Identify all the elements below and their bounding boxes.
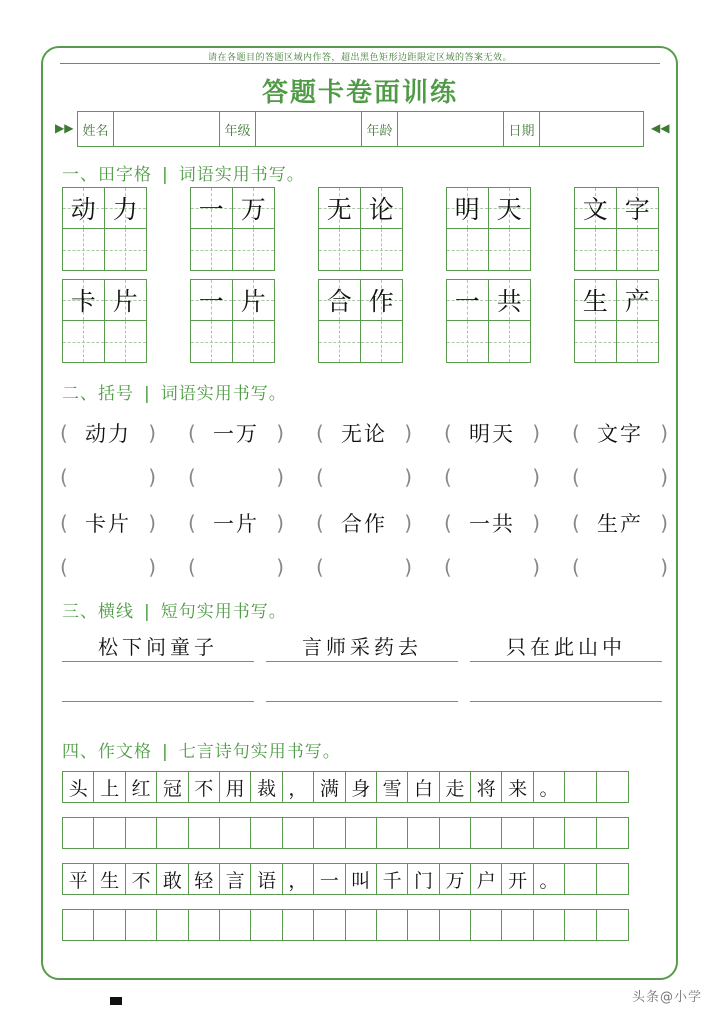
composition-cell[interactable] [251,818,282,848]
composition-cell [597,772,628,802]
tianzige-practice-cell[interactable] [105,321,147,362]
composition-model-row [62,863,629,895]
bracket-blank-2[interactable] [316,464,412,490]
composition-cell[interactable] [471,818,502,848]
tianzige-char: 作 [368,287,394,316]
close-paren: ) [660,421,668,445]
open-paren: ( [444,555,452,579]
line-model-1 [266,632,458,662]
close-paren: ) [276,421,284,445]
bracket-word-text: 合作 [341,512,387,536]
bracket-word-text: 明天 [469,422,515,446]
tianzige-practice-cell[interactable] [617,229,659,270]
composition-cell: 叫 [346,864,377,894]
tianzige-model-cell [575,188,617,229]
composition-cell[interactable] [314,910,345,940]
name-field[interactable] [78,112,220,146]
tianzige-model-cell [361,188,403,229]
tianzige-model-cell [233,188,275,229]
tianzige-word-7 [318,279,403,363]
tianzige-char: 字 [624,195,650,224]
section3-divider: | [144,602,151,622]
close-paren: ) [148,555,156,579]
composition-cell[interactable] [440,910,471,940]
tianzige-practice-cell[interactable] [319,321,361,362]
composition-cell: 来 [502,772,533,802]
tianzige-char: 无 [326,195,352,224]
right-arrow-icon: ◀◀ [651,121,670,135]
bracket-blank-9[interactable] [572,554,668,580]
bracket-word-text: 动力 [85,422,131,446]
composition-cell[interactable] [157,910,188,940]
tianzige-word-9 [574,279,659,363]
bracket-word-5 [60,510,156,536]
open-paren: ( [444,421,452,445]
composition-cell: 一 [314,864,345,894]
open-paren: ( [60,555,68,579]
bracket-blank-1[interactable] [188,464,284,490]
grade-blank[interactable] [256,112,361,146]
composition-cell[interactable] [408,818,439,848]
composition-cell[interactable] [346,818,377,848]
date-field[interactable] [504,112,640,146]
composition-cell: 雪 [377,772,408,802]
composition-cell[interactable] [534,910,565,940]
tianzige-practice-cell[interactable] [233,229,275,270]
composition-cell[interactable] [377,910,408,940]
bracket-word-text: 一共 [469,512,515,536]
notice-text: 请在各题目的答题区域内作答，超出黑色矩形边距限定区域的答案无效。 [207,53,512,63]
tianzige-practice-cell[interactable] [319,229,361,270]
tianzige-word-5 [62,279,147,363]
tianzige-practice-cell[interactable] [361,321,403,362]
bracket-blank-3[interactable] [444,464,540,490]
tianzige-model-cell [63,280,105,321]
tianzige-model-cell [105,188,147,229]
tianzige-practice-cell[interactable] [617,321,659,362]
open-paren: ( [316,555,324,579]
tianzige-model-cell [617,188,659,229]
tianzige-model-cell [447,280,489,321]
line-model-text: 只在此山中 [506,635,626,659]
bracket-word-3 [444,420,540,446]
tianzige-model-cell [233,280,275,321]
left-arrow-icon: ▶▶ [55,121,74,135]
composition-cell[interactable] [502,818,533,848]
composition-cell[interactable] [220,910,251,940]
tianzige-model-cell [617,280,659,321]
close-paren: ) [276,511,284,535]
composition-cell: 走 [440,772,471,802]
age-label: 年龄 [362,112,398,146]
bracket-word-2 [316,420,412,446]
section2-number: 二、括号 [62,384,134,404]
tianzige-model-cell [361,280,403,321]
tianzige-char: 一 [198,287,224,316]
close-paren: ) [532,511,540,535]
composition-cell: 头 [63,772,94,802]
tianzige-word-6 [190,279,275,363]
tianzige-word-2 [318,187,403,271]
tianzige-practice-cell[interactable] [447,321,489,362]
line-practice-2[interactable] [470,672,662,702]
bracket-word-4 [572,420,668,446]
composition-cell[interactable] [157,818,188,848]
tianzige-practice-cell[interactable] [489,321,531,362]
close-paren: ) [276,555,284,579]
composition-cell[interactable] [251,910,282,940]
close-paren: ) [532,555,540,579]
tianzige-practice-cell[interactable] [447,229,489,270]
tianzige-char: 一 [198,195,224,224]
tianzige-practice-cell[interactable] [575,229,617,270]
name-blank[interactable] [114,112,219,146]
line-model-text: 松下问童子 [98,635,218,659]
tianzige-char: 卡 [70,287,96,316]
composition-practice-row[interactable] [62,817,629,849]
line-model-text: 言师采药去 [302,635,422,659]
bracket-blank-8[interactable] [444,554,540,580]
close-paren: ) [660,465,668,489]
line-practice-0[interactable] [62,672,254,702]
grade-field[interactable] [220,112,362,146]
composition-cell[interactable] [597,910,628,940]
grade-label: 年级 [220,112,256,146]
bracket-word-text: 一万 [213,422,259,446]
bracket-word-7 [316,510,412,536]
tianzige-practice-cell[interactable] [63,229,105,270]
composition-cell: 用 [220,772,251,802]
composition-cell[interactable] [565,910,596,940]
date-label: 日期 [504,112,540,146]
section2-heading [62,379,287,404]
open-paren: ( [60,421,68,445]
tianzige-word-0 [62,187,147,271]
bracket-word-text: 生产 [597,512,643,536]
line-model-0 [62,632,254,662]
composition-cell: 轻 [189,864,220,894]
section1-subtitle: 词语实用书写。 [178,165,305,185]
section4-subtitle: 七言诗句实用书写。 [178,742,341,762]
composition-cell: 将 [471,772,502,802]
composition-cell: 白 [408,772,439,802]
close-paren: ) [276,465,284,489]
age-blank[interactable] [398,112,503,146]
student-info-row [77,111,644,147]
tianzige-practice-cell[interactable] [361,229,403,270]
composition-cell: 言 [220,864,251,894]
tianzige-model-cell [489,280,531,321]
tianzige-char: 合 [326,287,352,316]
composition-cell[interactable] [597,818,628,848]
tianzige-practice-cell[interactable] [105,229,147,270]
composition-cell: 平 [63,864,94,894]
tianzige-model-cell [105,280,147,321]
bracket-word-text: 文字 [597,422,643,446]
close-paren: ) [404,555,412,579]
composition-cell: 户 [471,864,502,894]
composition-cell: 冠 [157,772,188,802]
tianzige-practice-cell[interactable] [191,321,233,362]
tianzige-char: 一 [454,287,480,316]
composition-cell: 敢 [157,864,188,894]
composition-cell: 红 [126,772,157,802]
tianzige-practice-cell[interactable] [191,229,233,270]
composition-cell: 语 [251,864,282,894]
tianzige-word-3 [446,187,531,271]
section4-number: 四、作文格 [62,742,152,762]
tianzige-char: 生 [582,287,608,316]
section3-subtitle: 短句实用书写。 [160,602,287,622]
watermark-text: 头条@小学 [631,990,702,1005]
composition-cell[interactable] [346,910,377,940]
tianzige-char: 产 [624,287,650,316]
tianzige-practice-cell[interactable] [233,321,275,362]
composition-cell: ， [283,864,314,894]
composition-cell[interactable] [63,818,94,848]
tianzige-model-cell [489,188,531,229]
close-paren: ) [148,465,156,489]
tianzige-model-cell [447,188,489,229]
composition-practice-row[interactable] [62,909,629,941]
composition-cell[interactable] [126,910,157,940]
composition-cell: 裁 [251,772,282,802]
composition-cell: 。 [534,864,565,894]
section1-divider: | [162,165,169,185]
tianzige-char: 共 [496,287,522,316]
composition-cell[interactable] [189,818,220,848]
composition-cell[interactable] [220,818,251,848]
composition-model-row [62,771,629,803]
composition-cell: 上 [94,772,125,802]
tianzige-practice-cell[interactable] [575,321,617,362]
tianzige-practice-cell[interactable] [489,229,531,270]
bracket-blank-0[interactable] [60,464,156,490]
open-paren: ( [188,511,196,535]
tianzige-char: 力 [112,195,138,224]
section3-number: 三、横线 [62,602,134,622]
tianzige-model-cell [575,280,617,321]
bracket-word-1 [188,420,284,446]
tianzige-model-cell [319,188,361,229]
bracket-blank-5[interactable] [60,554,156,580]
tianzige-char: 明 [454,195,480,224]
composition-cell[interactable] [565,818,596,848]
composition-cell[interactable] [283,910,314,940]
composition-cell [597,864,628,894]
tianzige-word-1 [190,187,275,271]
bracket-word-6 [188,510,284,536]
bottom-position-mark [110,997,122,1005]
composition-cell[interactable] [471,910,502,940]
age-field[interactable] [362,112,504,146]
bracket-blank-4[interactable] [572,464,668,490]
composition-cell[interactable] [502,910,533,940]
section1-number: 一、田字格 [62,165,152,185]
close-paren: ) [404,421,412,445]
open-paren: ( [572,511,580,535]
composition-cell[interactable] [189,910,220,940]
open-paren: ( [572,421,580,445]
open-paren: ( [188,465,196,489]
section2-divider: | [144,384,151,404]
page-title: 答题卡卷面训练 [261,78,458,108]
composition-cell[interactable] [377,818,408,848]
tianzige-model-cell [319,280,361,321]
composition-cell [565,864,596,894]
composition-cell[interactable] [534,818,565,848]
bracket-word-8 [444,510,540,536]
date-blank[interactable] [540,112,640,146]
close-paren: ) [660,511,668,535]
close-paren: ) [148,421,156,445]
composition-cell[interactable] [408,910,439,940]
composition-cell[interactable] [126,818,157,848]
composition-cell[interactable] [63,910,94,940]
bracket-word-9 [572,510,668,536]
bracket-blank-6[interactable] [188,554,284,580]
bracket-word-0 [60,420,156,446]
section4-divider: | [162,742,169,762]
tianzige-model-cell [191,188,233,229]
composition-cell: 万 [440,864,471,894]
composition-cell[interactable] [440,818,471,848]
close-paren: ) [404,465,412,489]
section1-heading [62,160,305,185]
composition-cell[interactable] [94,910,125,940]
name-label: 姓名 [78,112,114,146]
open-paren: ( [316,465,324,489]
composition-cell: 不 [126,864,157,894]
composition-cell[interactable] [314,818,345,848]
close-paren: ) [532,465,540,489]
tianzige-word-8 [446,279,531,363]
open-paren: ( [572,555,580,579]
composition-cell: 满 [314,772,345,802]
bracket-blank-7[interactable] [316,554,412,580]
composition-cell [565,772,596,802]
bracket-word-text: 无论 [341,422,387,446]
tianzige-word-4 [574,187,659,271]
notice-divider [60,63,660,64]
open-paren: ( [316,511,324,535]
close-paren: ) [532,421,540,445]
composition-cell: 生 [94,864,125,894]
tianzige-char: 万 [240,195,266,224]
close-paren: ) [404,511,412,535]
composition-cell: 门 [408,864,439,894]
close-paren: ) [148,511,156,535]
composition-cell[interactable] [283,818,314,848]
composition-cell: 开 [502,864,533,894]
section4-heading [62,737,341,762]
open-paren: ( [444,511,452,535]
line-practice-1[interactable] [266,672,458,702]
open-paren: ( [444,465,452,489]
bracket-word-text: 卡片 [85,512,131,536]
open-paren: ( [60,511,68,535]
open-paren: ( [60,465,68,489]
tianzige-char: 天 [496,195,522,224]
close-paren: ) [660,555,668,579]
composition-cell: 。 [534,772,565,802]
open-paren: ( [188,421,196,445]
composition-cell: 千 [377,864,408,894]
section3-heading [62,597,287,622]
tianzige-char: 片 [112,287,138,316]
open-paren: ( [572,465,580,489]
line-model-2 [470,632,662,662]
section2-subtitle: 词语实用书写。 [160,384,287,404]
tianzige-model-cell [191,280,233,321]
composition-cell: ， [283,772,314,802]
open-paren: ( [188,555,196,579]
tianzige-char: 片 [240,287,266,316]
tianzige-practice-cell[interactable] [63,321,105,362]
bracket-word-text: 一片 [213,512,259,536]
tianzige-model-cell [63,188,105,229]
composition-cell: 身 [346,772,377,802]
tianzige-char: 论 [368,195,394,224]
composition-cell[interactable] [94,818,125,848]
tianzige-char: 文 [582,195,608,224]
open-paren: ( [316,421,324,445]
composition-cell: 不 [189,772,220,802]
tianzige-char: 动 [70,195,96,224]
